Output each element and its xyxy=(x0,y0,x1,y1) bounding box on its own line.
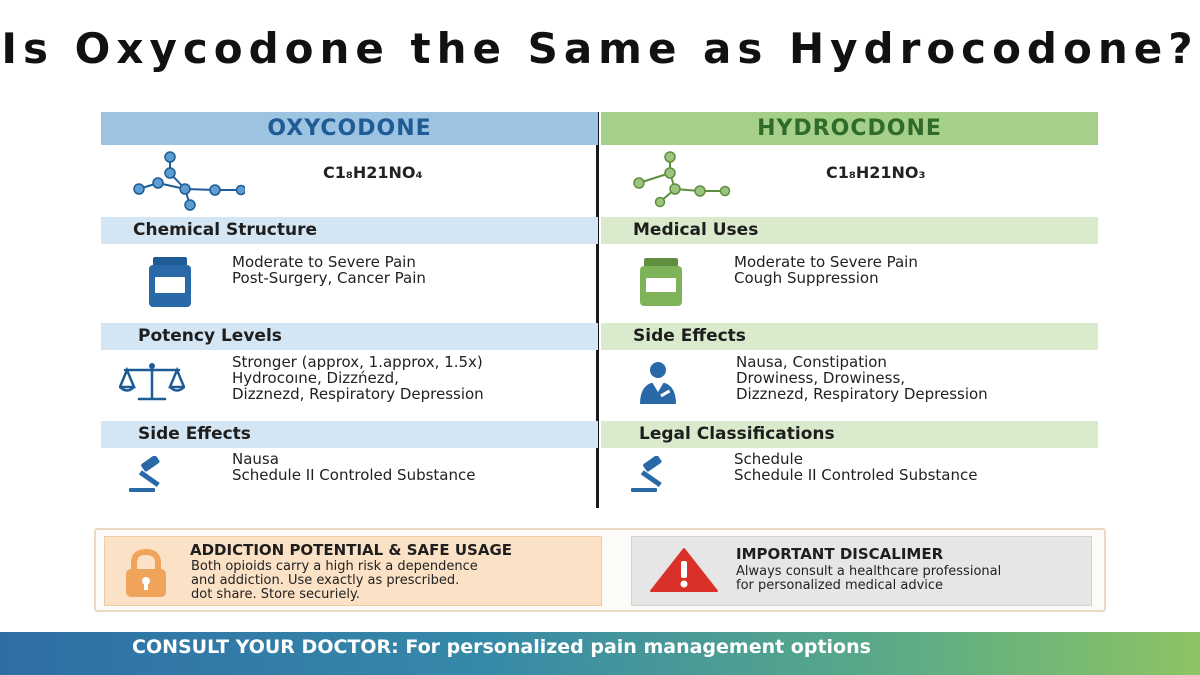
section-text xyxy=(734,254,918,286)
balance-scale-icon xyxy=(119,362,185,402)
oxycodone-header: OXYCODONE xyxy=(101,112,598,145)
section-line: Drowiness, Drowiness, xyxy=(736,369,906,387)
pill-bottle-icon xyxy=(147,257,193,307)
section-line: Schedule II Controled Substance xyxy=(734,466,978,484)
molecule-icon xyxy=(615,149,745,213)
section-line: Post-Surgery, Cancer Pain xyxy=(232,269,426,287)
section-line: Cough Suppression xyxy=(734,269,879,287)
hydrocodone-formula: C1₈H21NO₃ xyxy=(826,163,926,182)
section-line: Dizznezd, Respiratory Depression xyxy=(736,385,988,403)
section-line: Nausa, Constipation xyxy=(736,353,887,371)
addiction-line: dot share. Store securiely. xyxy=(191,587,360,602)
addiction-text xyxy=(191,560,478,602)
disclaimer-box xyxy=(631,536,1092,606)
section-heading: Side Effects xyxy=(101,421,598,448)
disclaimer-text xyxy=(736,565,1001,593)
section-line: Stronger (approx, 1.approx, 1.5x) xyxy=(232,353,483,371)
section-text xyxy=(232,254,426,286)
section-text xyxy=(736,354,988,402)
gavel-icon xyxy=(629,456,679,494)
section-body xyxy=(601,448,1098,508)
section-line: Hydrocoıne, Dizzńezd, xyxy=(232,369,399,387)
section-line: Moderate to Severe Pain xyxy=(734,253,918,271)
addiction-line: and addiction. Use exactly as prescribed. xyxy=(191,573,460,588)
oxycodone-column xyxy=(101,112,598,508)
section-text xyxy=(232,354,484,402)
section-body xyxy=(101,350,598,421)
addiction-title: ADDICTION POTENTIAL & SAFE USAGE xyxy=(190,541,513,559)
disclaimer-title: IMPORTANT DISCALIMER xyxy=(736,545,944,563)
section-line: Schedule II Controled Substance xyxy=(232,466,476,484)
warning-icon xyxy=(649,547,719,593)
hydrocodone-column xyxy=(601,112,1098,508)
addiction-line: Both opioids carry a high risk a dependence xyxy=(191,559,478,574)
disclaimer-line: Always consult a healthcare professional xyxy=(736,564,1002,579)
section-heading: Side Effects xyxy=(601,323,1098,350)
oxycodone-formula-row xyxy=(101,145,598,217)
pill-bottle-icon xyxy=(638,258,684,306)
section-heading: Potency Levels xyxy=(101,323,598,350)
section-heading: Chemical Structure xyxy=(101,217,598,244)
section-line: Moderate to Severe Pain xyxy=(232,253,416,271)
section-heading: Medical Uses xyxy=(601,217,1098,244)
hydrocodone-formula-row xyxy=(601,145,1098,217)
gavel-icon xyxy=(127,456,177,494)
doctor-icon xyxy=(638,360,678,404)
consult-doctor-banner: CONSULT YOUR DOCTOR: For personalized pain management options xyxy=(0,632,1200,675)
section-body xyxy=(101,244,598,323)
oxycodone-formula: C1₈H21NO₄ xyxy=(323,163,423,182)
hydrocodone-header: HYDROCDONE xyxy=(601,112,1098,145)
section-line: Schedule xyxy=(734,450,803,468)
section-body xyxy=(101,448,598,508)
molecule-icon xyxy=(115,149,245,213)
section-body xyxy=(601,244,1098,323)
section-text xyxy=(734,451,977,483)
page-title: Is Oxycodone the Same as Hydrocodone? xyxy=(1,24,1199,73)
section-heading: Legal Classifications xyxy=(601,421,1098,448)
disclaimer-line: for personalized medical advice xyxy=(736,578,944,593)
lock-icon xyxy=(123,549,169,597)
section-line: Nausa xyxy=(232,450,279,468)
bottom-info-panel xyxy=(94,528,1106,612)
section-body xyxy=(601,350,1098,421)
section-text xyxy=(232,451,475,483)
addiction-box xyxy=(104,536,602,606)
section-line: Dizznezd, Respiratory Depression xyxy=(232,385,484,403)
